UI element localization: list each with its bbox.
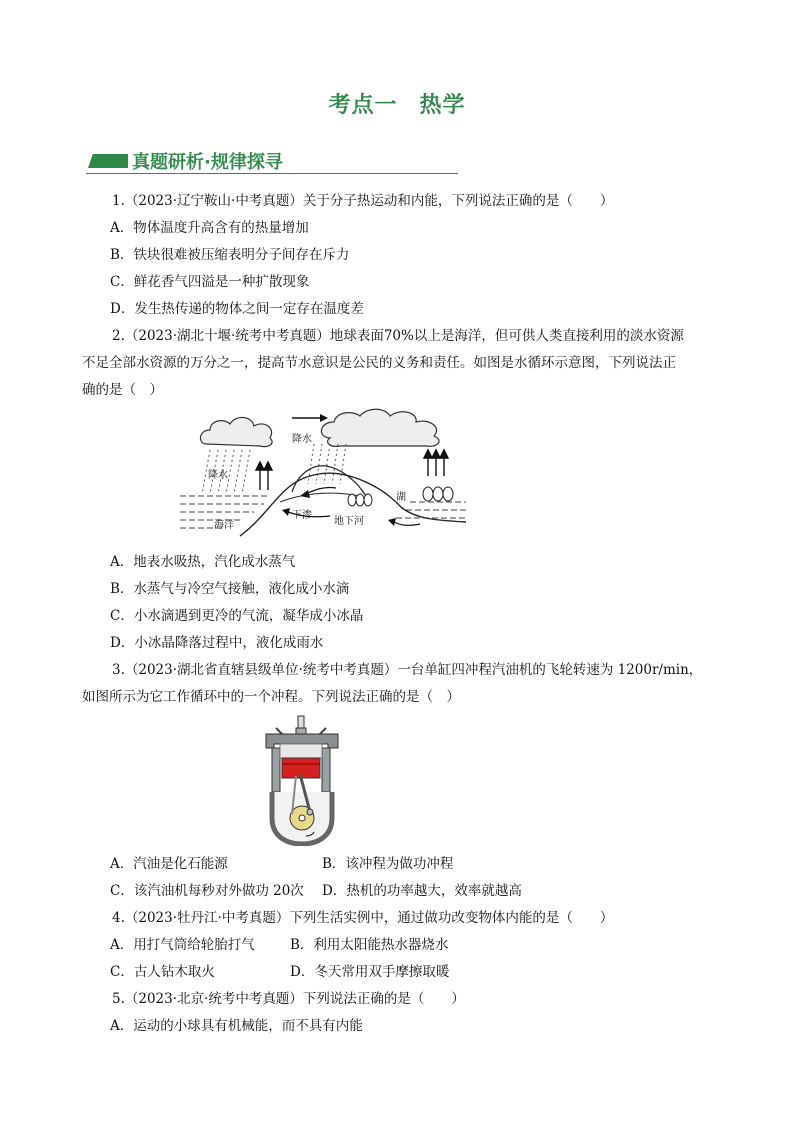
title-right: 热学 bbox=[419, 93, 466, 118]
q3-stem-line-2: 如图所示为它工作循环中的一个冲程。下列说法正确的是（ ） bbox=[82, 689, 460, 705]
section-header bbox=[86, 148, 458, 174]
section-label: 真题研析·规律探寻 bbox=[132, 152, 283, 173]
q5-option-a: A．运动的小球具有机械能，而不具有内能 bbox=[110, 1018, 363, 1034]
section-rule bbox=[86, 173, 458, 174]
water-cycle-diagram bbox=[180, 404, 466, 542]
q3-option-a: A．汽油是化石能源 bbox=[110, 856, 228, 872]
q3-option-c: C．该汽油机每秒对外做功 20次 bbox=[110, 883, 304, 899]
q4-stem: 4.（2023·牡丹江·中考真题）下列生活实例中，通过做功改变物体内能的是（ ） bbox=[112, 910, 614, 926]
section-tab-icon bbox=[88, 154, 128, 168]
left-cloud-icon bbox=[200, 417, 272, 446]
q2-option-b: B．水蒸气与冷空气接触，液化成小水滴 bbox=[110, 581, 350, 597]
q2-option-a: A．地表水吸热，汽化成水蒸气 bbox=[110, 554, 296, 570]
q4-option-a: A．用打气筒给轮胎打气 bbox=[110, 937, 255, 953]
q1-stem: 1.（2023·辽宁鞍山·中考真题）关于分子热运动和内能，下列说法正确的是（ ） bbox=[112, 193, 614, 209]
q1-option-a: A．物体温度升高含有的热量增加 bbox=[110, 220, 309, 236]
q1-option-c: C．鲜花香气四溢是一种扩散现象 bbox=[110, 274, 310, 290]
q1-option-d: D．发生热传递的物体之间一定存在温度差 bbox=[110, 301, 364, 317]
label-precip-top: 降水 bbox=[292, 434, 312, 445]
label-seepage: 下渗 bbox=[292, 510, 312, 521]
q3-stem-line-1: 3.（2023·湖北省直辖县级单位·统考中考真题）一台单缸四冲程汽油机的飞轮转速为 1200r/min， bbox=[112, 662, 703, 678]
q4-option-b: B．利用太阳能热水器烧水 bbox=[290, 937, 449, 953]
q4-option-d: D．冬天常用双手摩擦取暖 bbox=[290, 964, 450, 980]
label-lake: 湖 bbox=[396, 492, 406, 503]
q2-stem-line-3: 确的是（ ） bbox=[82, 382, 163, 398]
q2-stem-line-1: 2.（2023·湖北十堰·统考中考真题）地球表面70%以上是海洋，但可供人类直接利用的淡水资源 bbox=[112, 328, 684, 344]
label-ocean: 海洋 bbox=[214, 520, 234, 531]
q3-option-d: D．热机的功率越大，效率就越高 bbox=[322, 883, 522, 899]
label-precip-left: 降水 bbox=[208, 470, 228, 481]
page-title bbox=[0, 88, 794, 119]
right-cloud-icon bbox=[321, 409, 439, 446]
engine-cylinder-diagram bbox=[262, 714, 342, 846]
q2-option-d: D．小冰晶降落过程中，液化成雨水 bbox=[110, 635, 324, 651]
q1-option-b: B．铁块很难被压缩表明分子间存在斥力 bbox=[110, 247, 350, 263]
q2-stem-line-2: 不足全部水资源的万分之一，提高节水意识是公民的义务和责任。如图是水循环示意图，下列说法正 bbox=[82, 355, 676, 371]
label-river: 地下河 bbox=[334, 516, 364, 527]
q4-option-c: C．古人钻木取火 bbox=[110, 964, 215, 980]
title-left: 考点一 bbox=[328, 93, 398, 118]
q3-option-b: B．该冲程为做功冲程 bbox=[322, 856, 454, 872]
q5-stem: 5.（2023·北京·统考中考真题）下列说法正确的是（ ） bbox=[112, 991, 465, 1007]
q2-option-c: C．小水滴遇到更冷的气流，凝华成小冰晶 bbox=[110, 608, 364, 624]
